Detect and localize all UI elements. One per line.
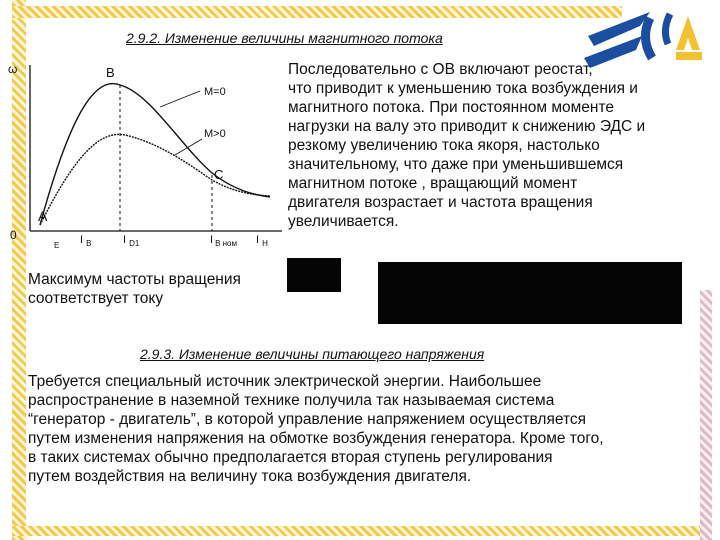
text-line: Последовательно с ОВ включают реостат, (288, 61, 593, 78)
paragraph-max-speed (28, 270, 278, 308)
svg-text:IB (80, 234, 91, 248)
x-tick-labels (54, 234, 268, 250)
point-c-label: C (214, 167, 224, 182)
text-line: распространение в наземной технике получила так называемая система (28, 392, 555, 409)
speed-current-graph (0, 55, 290, 255)
text-line: что приводит к уменьшению тока возбуждения и (288, 80, 638, 97)
text-line: нагрузки на валу это приводит к снижению ЭДС и (288, 118, 646, 135)
text-line: путем воздействия на величину тока возбуждения двигателя. (28, 468, 472, 485)
text-line: путем изменения напряжения на обмотке возбуждения генератора. Кроме того, (28, 430, 604, 447)
leader-m-positive (175, 139, 202, 155)
paragraph-rheostat (288, 60, 708, 231)
text-line: увеличивается. (288, 213, 399, 230)
text-line: в таких системах обычно предполагается вторая ступень регулирования (28, 449, 553, 466)
x-tick-main: I (123, 234, 127, 246)
decorative-frame-top (12, 6, 622, 18)
leader-m-zero (160, 91, 200, 107)
x-tick-sub: B (86, 239, 92, 248)
point-a-label: A (38, 208, 48, 224)
x-tick-sub: H (262, 239, 268, 248)
x-tick-sub: B ном (215, 239, 237, 248)
text-line: магнитного потока. При постоянном моменте (288, 99, 615, 116)
x-tick-main: I (210, 234, 214, 246)
y-axis-label: ω (8, 62, 18, 76)
svg-text:IH (256, 234, 268, 248)
paragraph-generator-motor (28, 372, 708, 486)
curve-label-m-positive: M>0 (204, 128, 226, 140)
text-line: соответствует току (28, 290, 164, 307)
text-line: резкому увеличению тока якоря, настолько (288, 137, 600, 154)
text-line: Максимум частоты вращения (28, 271, 241, 288)
x-tick-main: I (80, 234, 84, 246)
text-line: Требуется специальный источник электрической энергии. Наибольшее (28, 373, 542, 390)
curve-m-zero (40, 84, 270, 225)
redacted-formula-box-large (378, 262, 682, 324)
curve-label-m-zero: M=0 (204, 86, 226, 98)
x-tick-sub: D1 (129, 239, 140, 248)
origin-label: 0 (10, 228, 17, 242)
redacted-formula-box-small (287, 258, 341, 292)
svg-text:IB ном (210, 234, 237, 248)
section-heading-supply-voltage: 2.9.3. Изменение величины питающего напряжения (140, 346, 485, 362)
text-line: значительному, что даже при уменьшившемся (288, 156, 624, 173)
text-line: двигателя возрастает и частота вращения (288, 194, 593, 211)
svg-text:ID1 (123, 234, 140, 248)
point-b-label: B (106, 65, 115, 80)
decorative-frame-bottom (12, 526, 712, 536)
section-heading-magnetic-flux: 2.9.2. Изменение величины магнитного потока (126, 30, 443, 46)
svg-text:E (54, 241, 59, 250)
x-tick-sub: E (54, 241, 60, 250)
text-line: магнитном потоке , вращающий момент (288, 175, 578, 192)
curve-m-positive (40, 134, 270, 225)
x-tick-main: I (256, 234, 260, 246)
text-line: “генератор - двигатель”, в которой управление напряжением осуществляется (28, 411, 587, 428)
